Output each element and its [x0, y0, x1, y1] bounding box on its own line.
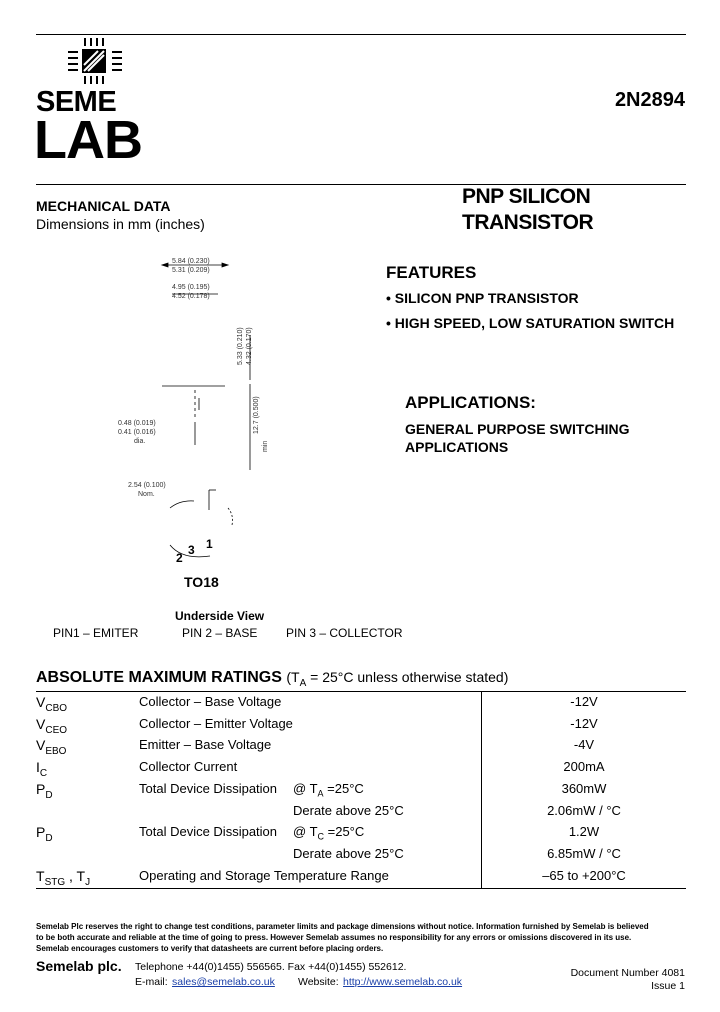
ratings-title: ABSOLUTE MAXIMUM RATINGS [36, 669, 282, 686]
dim-lead-length-min: min [262, 440, 269, 452]
rating-description: Collector – Base Voltage [139, 694, 282, 709]
dim-overall-min: 5.31 (0.209) [172, 267, 210, 274]
applications-heading: APPLICATIONS: [405, 393, 536, 412]
rating-condition: @ $T_C =25^\circ C$ [293, 824, 365, 842]
rating-value: 360mW [561, 780, 607, 796]
rating-value: 2.06mW / °C [547, 802, 621, 818]
dim-body-max: 4.95 (0.195) [172, 284, 210, 291]
dim-height-max: 5.33 (0.210) [237, 327, 244, 365]
dim-height-min: 4.32 (0.170) [246, 327, 253, 365]
rating-value: –65 to +200°C [542, 867, 626, 883]
dim-overall-max: 5.84 (0.230) [172, 258, 210, 265]
rating-description: Collector Current [139, 759, 238, 775]
rating-value: 200mA [563, 759, 605, 775]
logo-bottom-text: LAB [34, 110, 142, 170]
logo-grid-icon [36, 38, 161, 84]
features-heading: FEATURES [386, 263, 477, 282]
rating-description: Operating and Storage Temperature Range [139, 867, 389, 883]
phone-fax: Telephone +44(0)1455) 556565. Fax +44(0)1455) 552612. [135, 961, 407, 973]
rating-description: Collector – Emitter Voltage [139, 715, 293, 731]
dim-pin-spacing: 2.54 (0.100) [128, 482, 166, 489]
pin-2-label: 2 [176, 551, 183, 565]
document-number: Document Number 4081 [570, 967, 685, 979]
rating-value: 1.2W [568, 824, 600, 840]
product-title-line2: TRANSISTOR [462, 211, 594, 234]
ratings-top-rule [36, 691, 686, 692]
issue-number: Issue 1 [651, 980, 685, 992]
dim-lead-length: 12.7 (0.500) [253, 396, 260, 434]
mechanical-subtitle: Dimensions in mm (inches) [36, 216, 205, 232]
rating-condition: Derate above 25°C [293, 802, 404, 818]
top-rule [36, 34, 686, 35]
semelab-logo [36, 38, 161, 168]
disclaimer-line1: Semelab Plc reserves the right to change test conditions, parameter limits and package dimensions without notice. Information furnished by Semelab is believed [36, 922, 649, 931]
pin3-label: PIN 3 – COLLECTOR [286, 626, 403, 640]
rating-symbol: $V_{CBO}$ [36, 694, 68, 714]
website-label: Website: [298, 976, 339, 988]
pin-3-label: 3 [188, 543, 195, 557]
ratings-heading [36, 669, 508, 689]
rating-symbol: $I_C$ [36, 759, 48, 779]
logo-top-text: SEME [36, 86, 117, 118]
product-title-line1: PNP SILICON [462, 185, 591, 208]
applications-line2: APPLICATIONS [405, 439, 509, 455]
part-number: 2N2894 [614, 89, 685, 111]
disclaimer-line3: Semelab encourages customers to verify that datasheets are current before placing orders. [36, 944, 384, 953]
pin1-label: PIN1 – EMITER [53, 626, 139, 640]
pin-1-label: 1 [206, 537, 213, 551]
dim-lead-dia-label: dia. [134, 438, 146, 445]
rating-condition: Derate above 25°C [293, 845, 404, 861]
ratings-condition: ($T_A = 25^\circ C$ unless otherwise stated) [286, 669, 509, 689]
applications-line1: GENERAL PURPOSE SWITCHING [405, 421, 630, 437]
dim-lead-dia-max: 0.48 (0.019) [118, 420, 156, 427]
rating-value: 6.85mW / °C [547, 845, 621, 861]
rating-description: Emitter – Base Voltage [139, 737, 272, 753]
feature-item: • SILICON PNP TRANSISTOR [386, 290, 579, 306]
rating-description: Total Device Dissipation [139, 824, 278, 840]
pin2-label: PIN 2 – BASE [182, 626, 258, 640]
company-name: Semelab plc. [36, 958, 122, 974]
underside-view-label: Underside View [175, 609, 265, 623]
rating-value: -12V [570, 715, 598, 731]
mechanical-title: MECHANICAL DATA [36, 198, 171, 214]
rating-value: -4V [573, 737, 595, 753]
email-link[interactable]: sales@semelab.co.uk [172, 976, 275, 988]
rating-symbol: $V_{CEO}$ [36, 715, 68, 736]
rating-symbol: $P_D$ [36, 824, 53, 844]
rating-symbol: $T_{STG}$ , $T_J$ [36, 867, 91, 888]
website-link[interactable]: http://www.semelab.co.uk [343, 976, 463, 988]
feature-item: • HIGH SPEED, LOW SATURATION SWITCH [386, 315, 675, 331]
email-label: E-mail: [135, 976, 168, 988]
rating-symbol: $P_D$ [36, 780, 53, 801]
rating-condition: @ $T_A =25^\circ C$ [293, 780, 364, 799]
disclaimer-line2: to be both accurate and reliable at the time of going to press. However Semelab assumes no responsibility for any errors or omissions discovered in its use. [36, 933, 632, 942]
dim-lead-dia-min: 0.41 (0.016) [118, 429, 156, 436]
package-label: TO18 [184, 574, 219, 590]
to18-outline-drawing [110, 250, 310, 580]
ratings-bottom-rule [36, 888, 686, 889]
rating-description: Total Device Dissipation [139, 780, 278, 796]
dim-pin-spacing-nom: Nom. [138, 491, 155, 498]
rating-value: -12V [570, 694, 598, 709]
dim-body-min: 4.52 (0.178) [172, 293, 210, 300]
rating-symbol: $V_{EBO}$ [36, 737, 67, 758]
